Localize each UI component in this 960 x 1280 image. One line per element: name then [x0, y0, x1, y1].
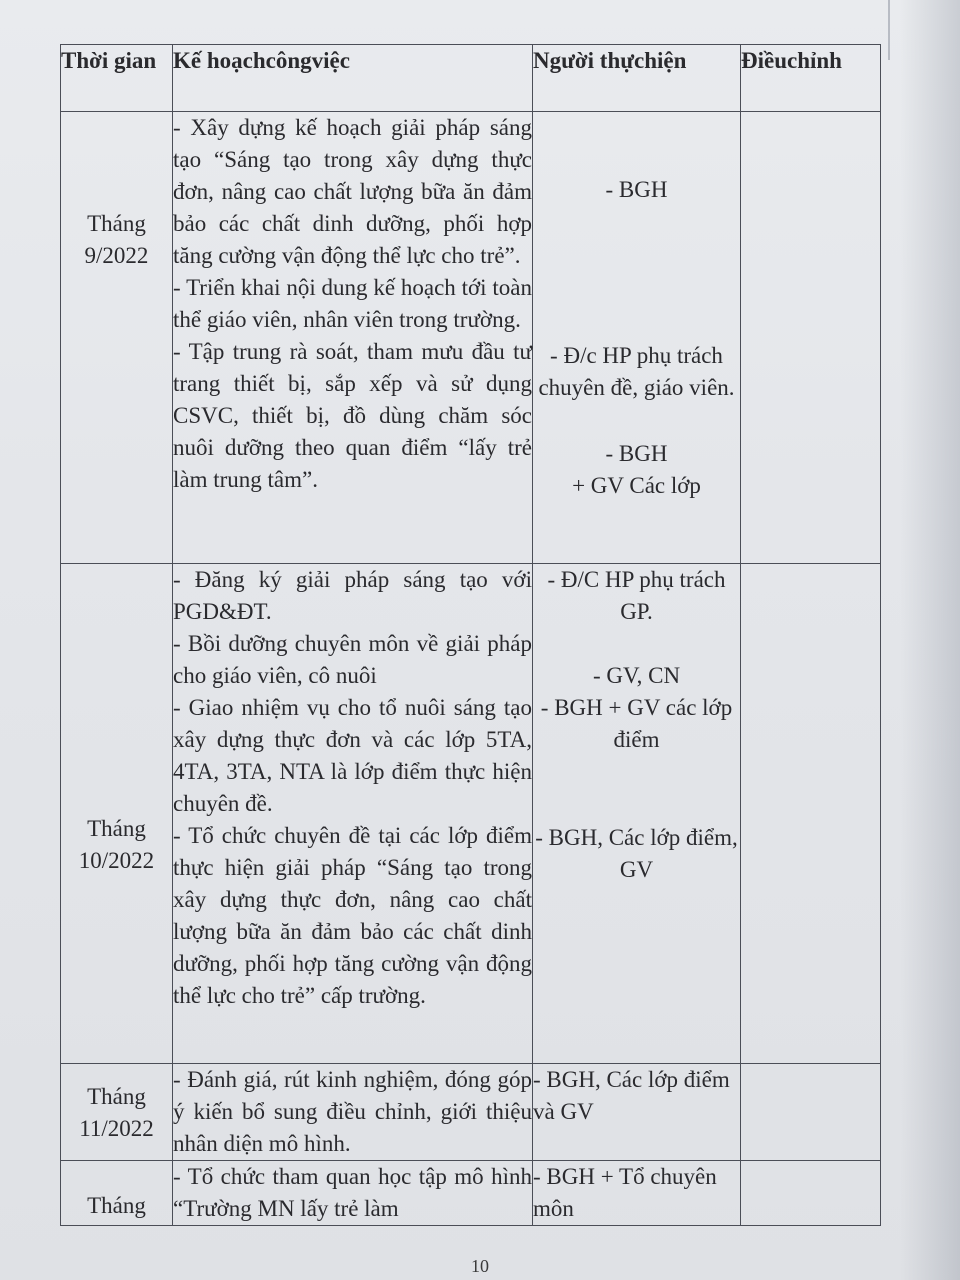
table-row — [61, 564, 881, 1064]
person-item: - BGH + Tổ chuyên môn — [533, 1164, 717, 1221]
plan-item: - Tập trung rà soát, tham mưu đầu tư trang thiết bị, sắp xếp và sử dụng CSVC, thiết bị, đồ dùng chăm sóc nuôi dưỡng theo quan điểm “lấy trẻ làm trung tâm”. — [173, 339, 532, 492]
person-item: - BGH — [605, 441, 668, 466]
page-edge-line — [888, 0, 890, 60]
plan-item: - Đăng ký giải pháp sáng tạo với PGD&ĐT. — [173, 567, 532, 624]
plan-item: - Đánh giá, rút kinh nghiệm, đóng góp ý kiến bổ sung điều chỉnh, giới thiệu nhân diện mô hình. — [173, 1067, 532, 1156]
table-row — [61, 1064, 881, 1161]
table-row — [61, 1161, 881, 1226]
table-row — [61, 112, 881, 564]
person-item: - Đ/c HP phụ trách chuyên đề, giáo viên. — [538, 343, 735, 400]
header-person: Người thựchiện — [533, 45, 741, 112]
plan-item: - Giao nhiệm vụ cho tổ nuôi sáng tạo xây dựng thực đơn và các lớp 5TA, 4TA, 3TA, NTA là lớp điểm thực hiện chuyên đề. — [173, 695, 532, 816]
adjust-cell — [741, 564, 881, 1064]
plan-cell — [173, 1161, 533, 1226]
plan-cell — [173, 564, 533, 1064]
header-plan: Kế hoạchcôngviệc — [173, 45, 533, 112]
person-item: - BGH + GV các lớp điểm — [540, 695, 733, 752]
time-cell: Tháng 10/2022 — [61, 564, 173, 1064]
time-cell: Tháng — [61, 1161, 173, 1226]
person-item: - GV, CN — [592, 663, 681, 688]
time-cell: Tháng 11/2022 — [61, 1064, 173, 1161]
page-number: 10 — [471, 1256, 489, 1276]
plan-item: - Tổ chức chuyên đề tại các lớp điểm thực hiện giải pháp “Sáng tạo trong xây dựng thực đơn, nâng cao chất lượng bữa ăn đảm bảo các chất dinh dưỡng, phối hợp tăng cường vận động thể lực cho trẻ” cấp trường. — [173, 823, 532, 1008]
adjust-cell — [741, 112, 881, 564]
person-cell — [533, 1064, 741, 1161]
plan-cell — [173, 112, 533, 564]
adjust-cell — [741, 1064, 881, 1161]
person-item: - BGH, Các lớp điểm, GV — [535, 825, 738, 882]
header-time: Thời gian — [61, 45, 173, 112]
person-cell — [533, 1161, 741, 1226]
person-item: - BGH — [605, 177, 668, 202]
person-item: + GV Các lớp — [572, 473, 701, 498]
plan-item: - Xây dựng kế hoạch giải pháp sáng tạo “Sáng tạo trong xây dựng thực đơn, nâng cao chất lượng bữa ăn đảm bảo các chất dinh dưỡng, phối hợp tăng cường vận động thể lực cho trẻ”. — [173, 115, 532, 268]
adjust-cell — [741, 1161, 881, 1226]
plan-item: - Bồi dưỡng chuyên môn về giải pháp cho giáo viên, cô nuôi — [173, 631, 532, 688]
plan-item: - Tổ chức tham quan học tập mô hình “Trường MN lấy trẻ làm — [173, 1164, 532, 1221]
work-plan-table — [60, 44, 881, 1226]
plan-item: - Triển khai nội dung kế hoạch tới toàn thể giáo viên, nhân viên trong trường. — [173, 275, 532, 332]
person-cell — [533, 564, 741, 1064]
header-adjust: Điềuchỉnh — [741, 45, 881, 112]
time-cell: Tháng 9/2022 — [61, 112, 173, 564]
person-item: - BGH, Các lớp điểm và GV — [533, 1067, 730, 1124]
person-item: - Đ/C HP phụ trách GP. — [547, 567, 726, 624]
table-header-row — [61, 45, 881, 112]
plan-cell — [173, 1064, 533, 1161]
page-edge-shadow — [900, 0, 960, 1280]
person-cell — [533, 112, 741, 564]
